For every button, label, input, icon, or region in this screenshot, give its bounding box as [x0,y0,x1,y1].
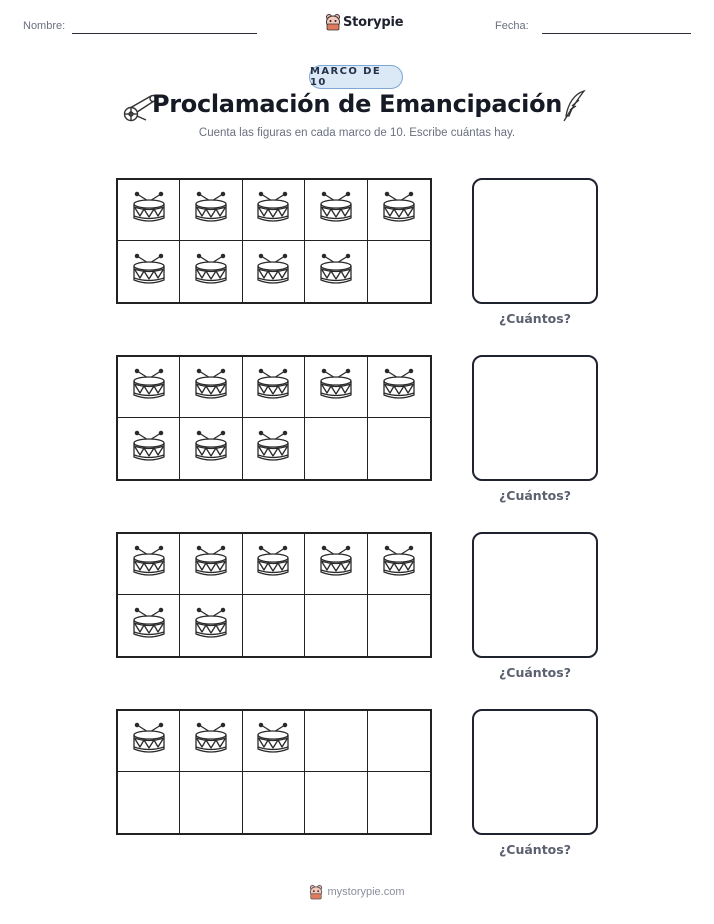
drum-icon [193,367,229,407]
worksheet-type-badge: MARCO DE 10 [309,65,403,89]
ten-frame-cell [118,595,180,656]
drum-icon [381,190,417,230]
ten-frame-3 [116,532,432,658]
date-line[interactable] [542,33,691,34]
drum-icon [381,544,417,584]
storypie-mascot-icon [325,13,341,31]
drum-icon [255,429,291,469]
drum-icon [193,721,229,761]
ten-frame-cell [118,241,180,302]
ten-frame-cell [180,772,242,833]
ten-frame-cell [118,357,180,418]
drum-icon [131,190,167,230]
drum-icon [318,190,354,230]
ten-frame-cell [243,534,305,595]
answer-box-3[interactable] [472,532,598,658]
how-many-label: ¿Cuántos? [499,311,571,326]
ten-frame-cell [180,595,242,656]
ten-frame-cell [305,357,367,418]
ten-frame-cell [305,534,367,595]
drum-icon [255,544,291,584]
drum-icon [131,367,167,407]
ten-frame-cell [368,772,430,833]
ten-frame-1 [116,178,432,304]
date-label: Fecha: [495,20,529,32]
ten-frame-cell [305,772,367,833]
ten-frame-cell [243,180,305,241]
drum-icon [255,252,291,292]
ten-frame-cell [243,418,305,479]
drum-icon [255,190,291,230]
drum-icon [318,544,354,584]
ten-frame-cell [305,595,367,656]
ten-frame-cell [243,357,305,418]
ten-frame-cell [368,357,430,418]
ten-frame-cell [305,418,367,479]
ten-frame-cell [243,595,305,656]
answer-box-2[interactable] [472,355,598,481]
ten-frame-cell [180,534,242,595]
drum-icon [381,367,417,407]
how-many-label: ¿Cuántos? [499,488,571,503]
drum-icon [131,429,167,469]
ten-frame-2 [116,355,432,481]
ten-frame-cell [305,241,367,302]
brand-logo [325,13,403,31]
drum-icon [255,367,291,407]
ten-frame-cell [180,711,242,772]
instructions: Cuenta las figuras en cada marco de 10. Escribe cuántas hay. [198,127,516,139]
ten-frame-cell [368,595,430,656]
ten-frame-cell [368,241,430,302]
ten-frame-cell [368,711,430,772]
ten-frame-cell [180,241,242,302]
ten-frame-cell [368,180,430,241]
ten-frame-cell [118,418,180,479]
drum-icon [193,190,229,230]
drum-icon [131,606,167,646]
ten-frame-cell [180,357,242,418]
ten-frame-cell [118,711,180,772]
ten-frame-4 [116,709,432,835]
drum-icon [193,544,229,584]
ten-frame-cell [368,418,430,479]
ten-frame-cell [368,534,430,595]
ten-frame-cell [118,180,180,241]
drum-icon [131,544,167,584]
ten-frame-cell [305,711,367,772]
drum-icon [255,721,291,761]
quill-feather-icon [560,88,588,124]
how-many-label: ¿Cuántos? [499,842,571,857]
drum-icon [193,429,229,469]
drum-icon [318,367,354,407]
drum-icon [318,252,354,292]
drum-icon [131,252,167,292]
answer-box-1[interactable] [472,178,598,304]
ten-frame-cell [118,772,180,833]
drum-icon [131,721,167,761]
ten-frame-cell [180,180,242,241]
ten-frame-cell [118,534,180,595]
footer-url: mystorypie.com [327,886,405,898]
drum-icon [193,606,229,646]
answer-box-4[interactable] [472,709,598,835]
page-title: Proclamación de Emancipación [151,90,563,118]
ten-frame-cell [243,772,305,833]
ten-frame-cell [305,180,367,241]
ten-frame-cell [180,418,242,479]
ten-frame-cell [243,241,305,302]
how-many-label: ¿Cuántos? [499,665,571,680]
drum-icon [193,252,229,292]
name-label: Nombre: [23,20,66,32]
storypie-mascot-icon [309,884,323,900]
name-line[interactable] [72,33,257,34]
brand-name: Storypie [343,14,404,30]
ten-frame-cell [243,711,305,772]
footer [0,884,714,900]
